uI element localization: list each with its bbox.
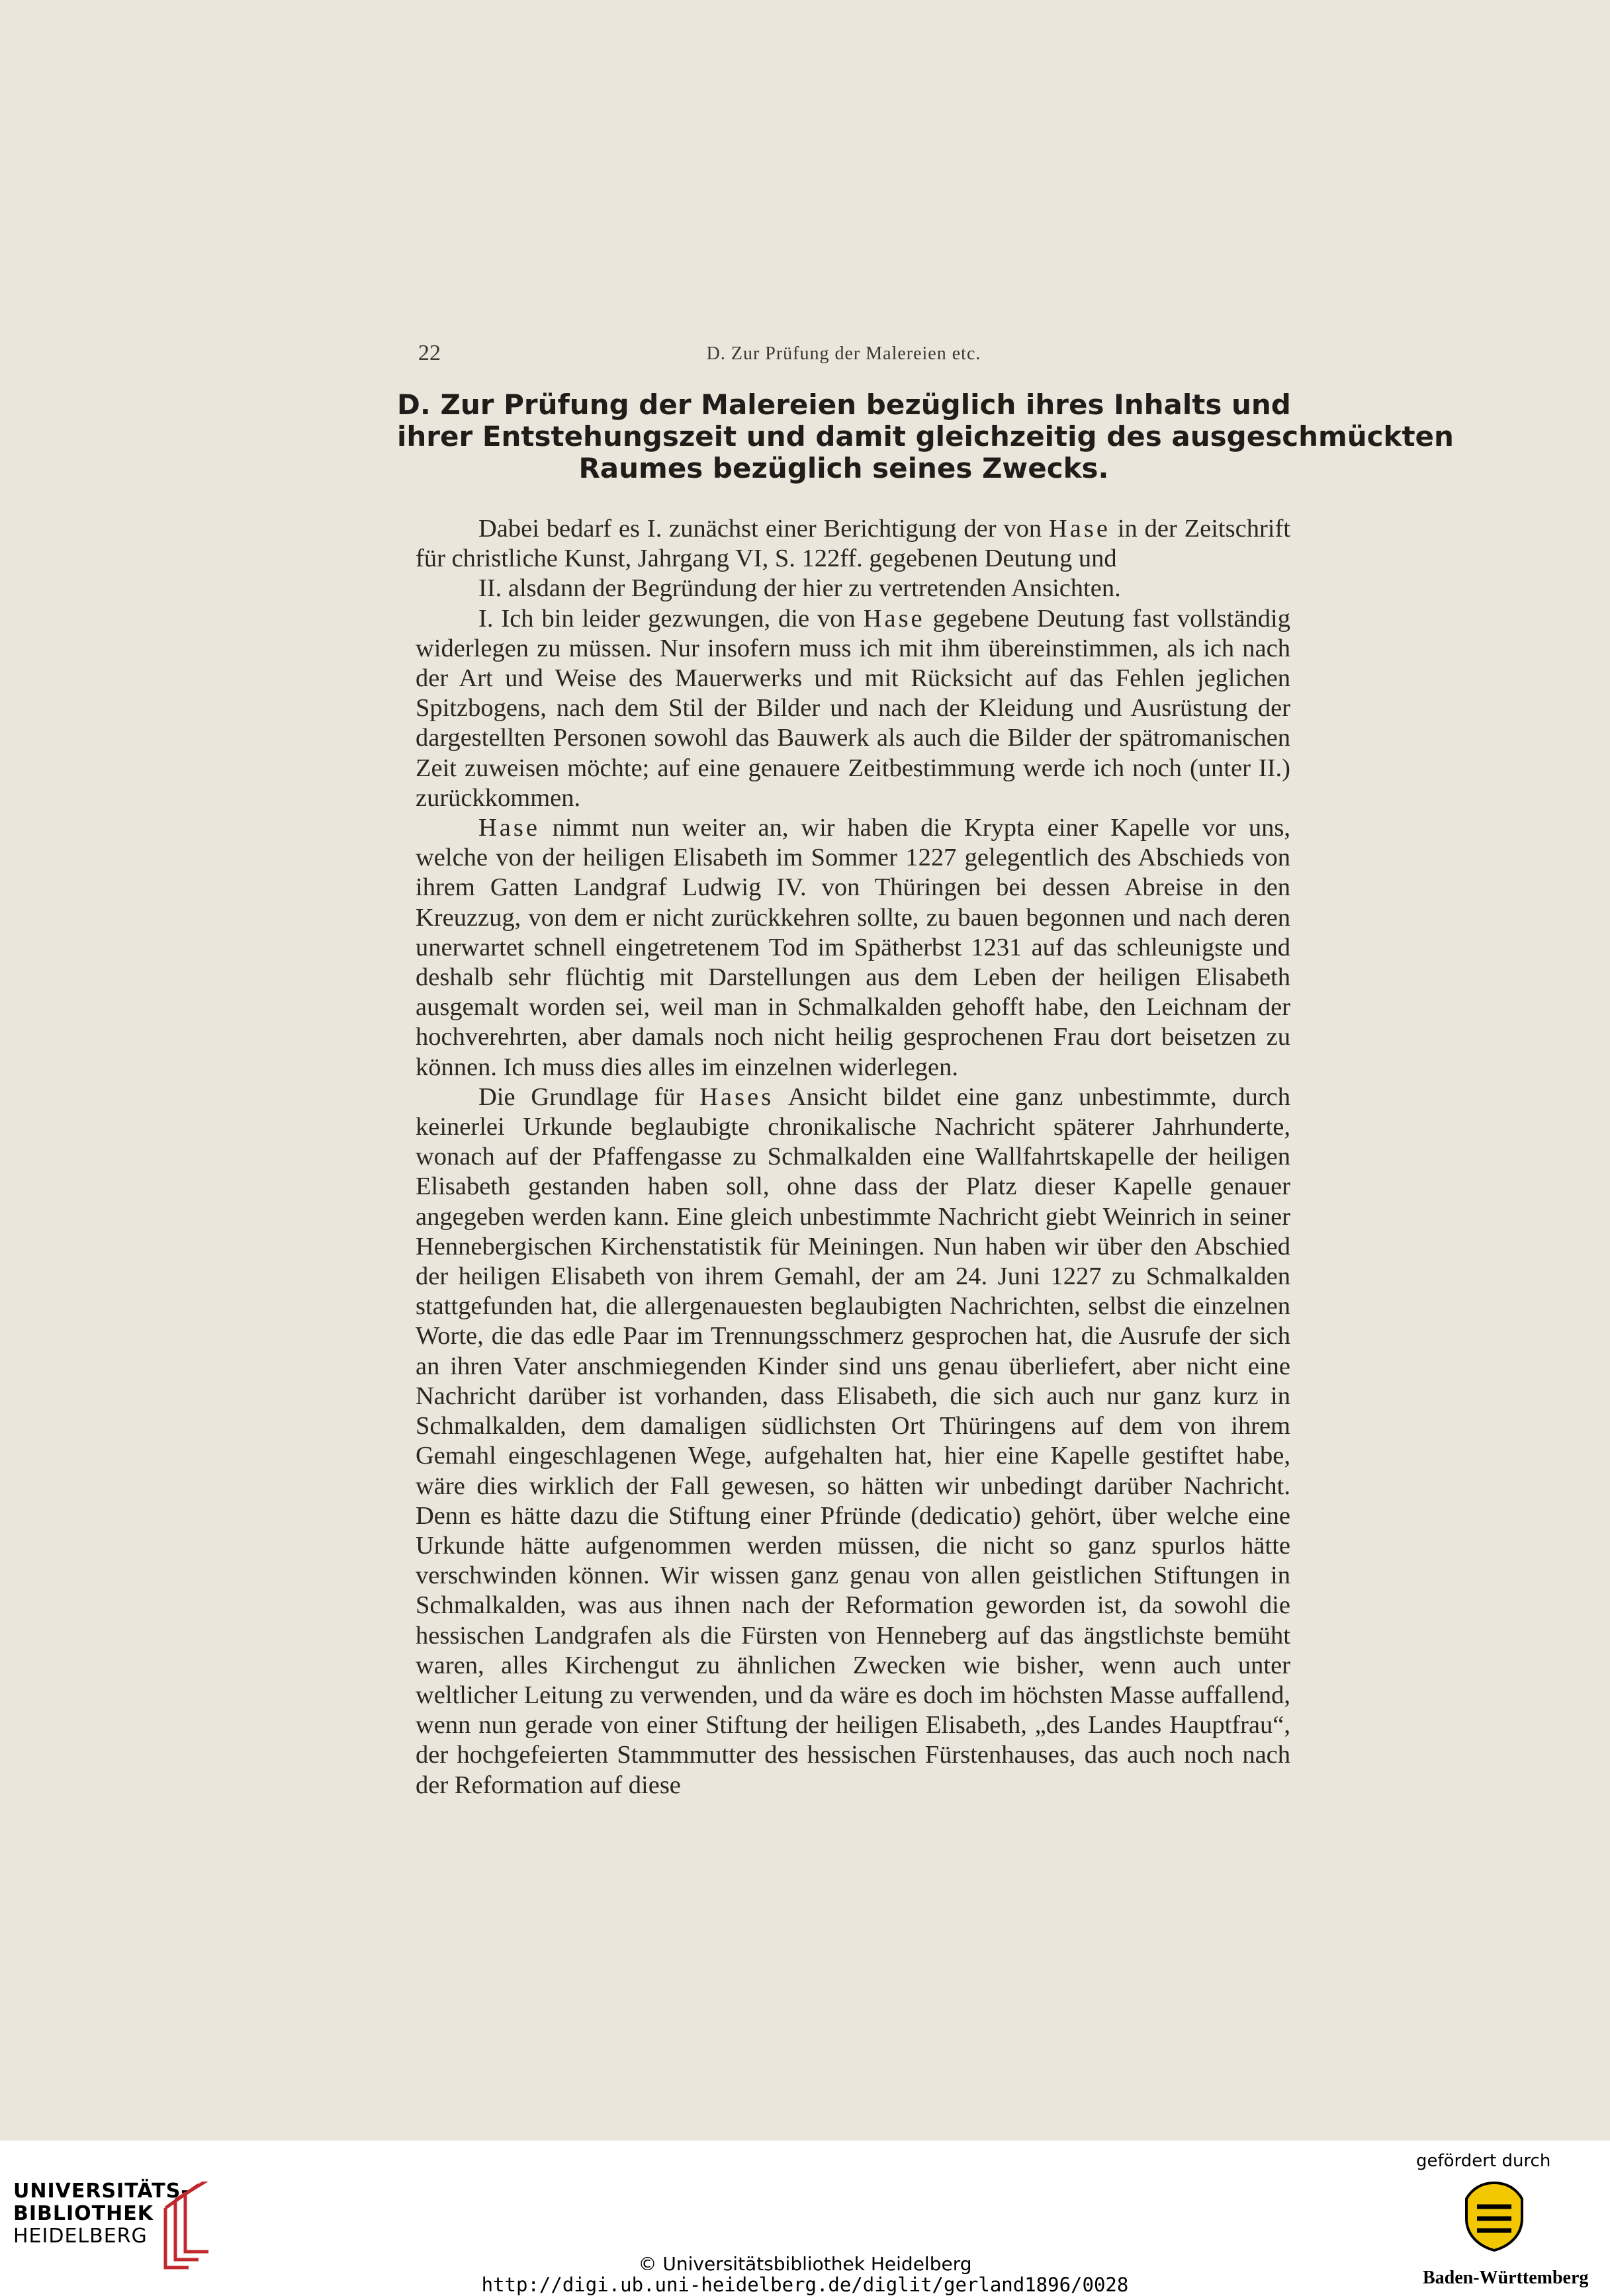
library-name-line-2: BIBLIOTHEK <box>13 2202 154 2225</box>
heading-line-1: D. Zur Prüfung der Malereien bezüglich ihres Inhalts und <box>397 388 1291 421</box>
heading-line-2: ihrer Entstehungszeit und damit gleichzeitig des ausgeschmückten <box>397 420 1454 453</box>
running-title: D. Zur Prüfung der Malereien etc. <box>706 343 981 364</box>
digitization-footer <box>0 2141 1610 2296</box>
library-name-line-1: UNIVERSITÄTS- <box>13 2180 190 2203</box>
paragraph-4 <box>416 813 1290 1082</box>
paragraph-2: II. alsdann der Begründung der hier zu vertretenden Ansichten. <box>478 574 1121 603</box>
funded-by-label: gefördert durch <box>1416 2151 1551 2171</box>
baden-wuerttemberg-seal-icon <box>1462 2180 1526 2253</box>
running-head <box>397 341 1290 374</box>
paragraph-3 <box>416 604 1290 813</box>
paragraph-5-text-a: Die Grundlage für <box>478 1082 700 1111</box>
paragraph-5 <box>416 1082 1290 1800</box>
permalink-url[interactable]: http://digi.ub.uni-heidelberg.de/diglit/gerland1896/0028 <box>481 2274 1129 2296</box>
author-name: Hase <box>863 604 925 633</box>
paragraph-1-text-b: in der Zeitschrift für christliche Kunst, Jahrgang VI, S. 122ff. gegebenen Deutung und <box>416 515 1290 573</box>
paragraph-1 <box>416 514 1290 574</box>
author-name: Hase <box>1049 515 1110 543</box>
heading-line-3: Raumes bezüglich seines Zwecks. <box>578 452 1109 484</box>
section-heading <box>397 388 1454 484</box>
paragraph-5-text-b: Ansicht bildet eine ganz unbestimmte, durch keinerlei Urkunde beglaubigte chronikalische Nachricht späterer Jahrhunderte, wonach auf der Pfaffengasse zu Schmalkalden eine Wallfahrtskapelle der heiligen Elisabeth gestanden haben soll, ohne dass der Platz dieser Kapelle genauer angegeben werden kann. Eine gleich unbestimmte Nachricht giebt Weinrich in seiner Hennebergischen Kirchenstatistik für Meiningen. Nun haben wir über den Abschied der heiligen Elisabeth von ihrem Gemahl, der am 24. Juni 1227 zu Schmalkalden stattgefunden hat, die allergenauesten beglaubigten Nachrichten, selbst die einzelnen Worte, die das edle Paar im Trennungsschmerz gesprochen hat, die Ausrufe der sich an ihren Vater anschmiegenden Kinder sind uns genau überliefert, aber nicht eine Nachricht darüber ist vorhanden, dass Elisabeth, die sich auch nur ganz kurz in Schmalkalden, dem damaligen südlichsten Ort Thüringens auf dem von ihrem Gemahl eingeschlagenen Wege, aufgehalten hat, hier eine Kapelle gestiftet habe, wäre dies wirklich der Fall gewesen, so hätten wir unbedingt darüber Nachricht. Denn es hätte dazu die Stiftung einer Pfründe (dedicatio) gehört, über welche eine Urkunde hätte aufgenommen werden müssen, die nicht so ganz spurlos hätte verschwinden können. Wir wissen ganz genau von allen geistlichen Stiftungen in Schmalkalden, was aus ihnen nach der Reformation geworden ist, da sowohl die hessischen Landgrafen als die Fürsten von Henneberg auf das ängstlichste bemüht waren, alles Kirchengut zu ähnlichen Zwecken wie bisher, wenn auch unter weltlicher Leitung zu verwenden, und da wäre es doch im höchsten Masse auffallend, wenn nun gerade von einer Stiftung der heiligen Elisabeth, „des Landes Hauptfrau“, der hochgefeierten Stammmutter des hessischen Fürstenhauses, das auch noch nach der Reformation auf diese <box>416 1082 1290 1799</box>
author-name: Hase <box>478 814 540 842</box>
paragraph-1-text-a: Dabei bedarf es I. zunächst einer Berichtigung der von <box>478 515 1049 543</box>
library-name-line-3: HEIDELBERG <box>13 2225 148 2248</box>
funder-name: Baden-Württemberg <box>1423 2268 1589 2288</box>
paragraph-3-text-b: gegebene Deutung fast vollständig widerlegen zu müssen. Nur insofern muss ich mit ihm übereinstimmen, als ich nach der Art und Weise des Mauerwerks und mit Rücksicht auf das Fehlen jeglichen Spitzbogens, nach dem Stil der Bilder und nach der Kleidung und Ausrüstung der dargestellten Personen sowohl das Bauwerk als auch die Bilder der spätromanischen Zeit zuweisen möchte; auf eine genauere Zeitbestimmung werde ich noch (unter II.) zurückkommen. <box>416 604 1290 812</box>
paragraph-4-text: nimmt nun weiter an, wir haben die Krypta einer Kapelle vor uns, welche von der heiligen Elisabeth im Sommer 1227 gelegentlich des Abschieds von ihrem Gatten Landgraf Ludwig IV. von Thüringen bei dessen Abreise in den Kreuzzug, von dem er nicht zurückkehren sollte, zu bauen begonnen und nach deren unerwartet schnell eingetretenem Tod im Spätherbst 1231 auf das schleunigste und deshalb sehr flüchtig mit Darstellungen aus dem Leben der heiligen Elisabeth ausgemalt worden sei, weil man in Schmalkalden gehofft habe, den Leichnam der hochverehrten, aber damals noch nicht heilig gesprochenen Frau dort beisetzen zu können. Ich muss dies alles im einzelnen widerlegen. <box>416 814 1290 1081</box>
body-text <box>416 514 1290 1800</box>
paragraph-3-text-a: I. Ich bin leider gezwungen, die von <box>478 604 864 633</box>
author-name: Hases <box>699 1082 774 1111</box>
copyright-notice: © Universitätsbibliothek Heidelberg <box>638 2253 972 2275</box>
page-number: 22 <box>418 341 441 365</box>
